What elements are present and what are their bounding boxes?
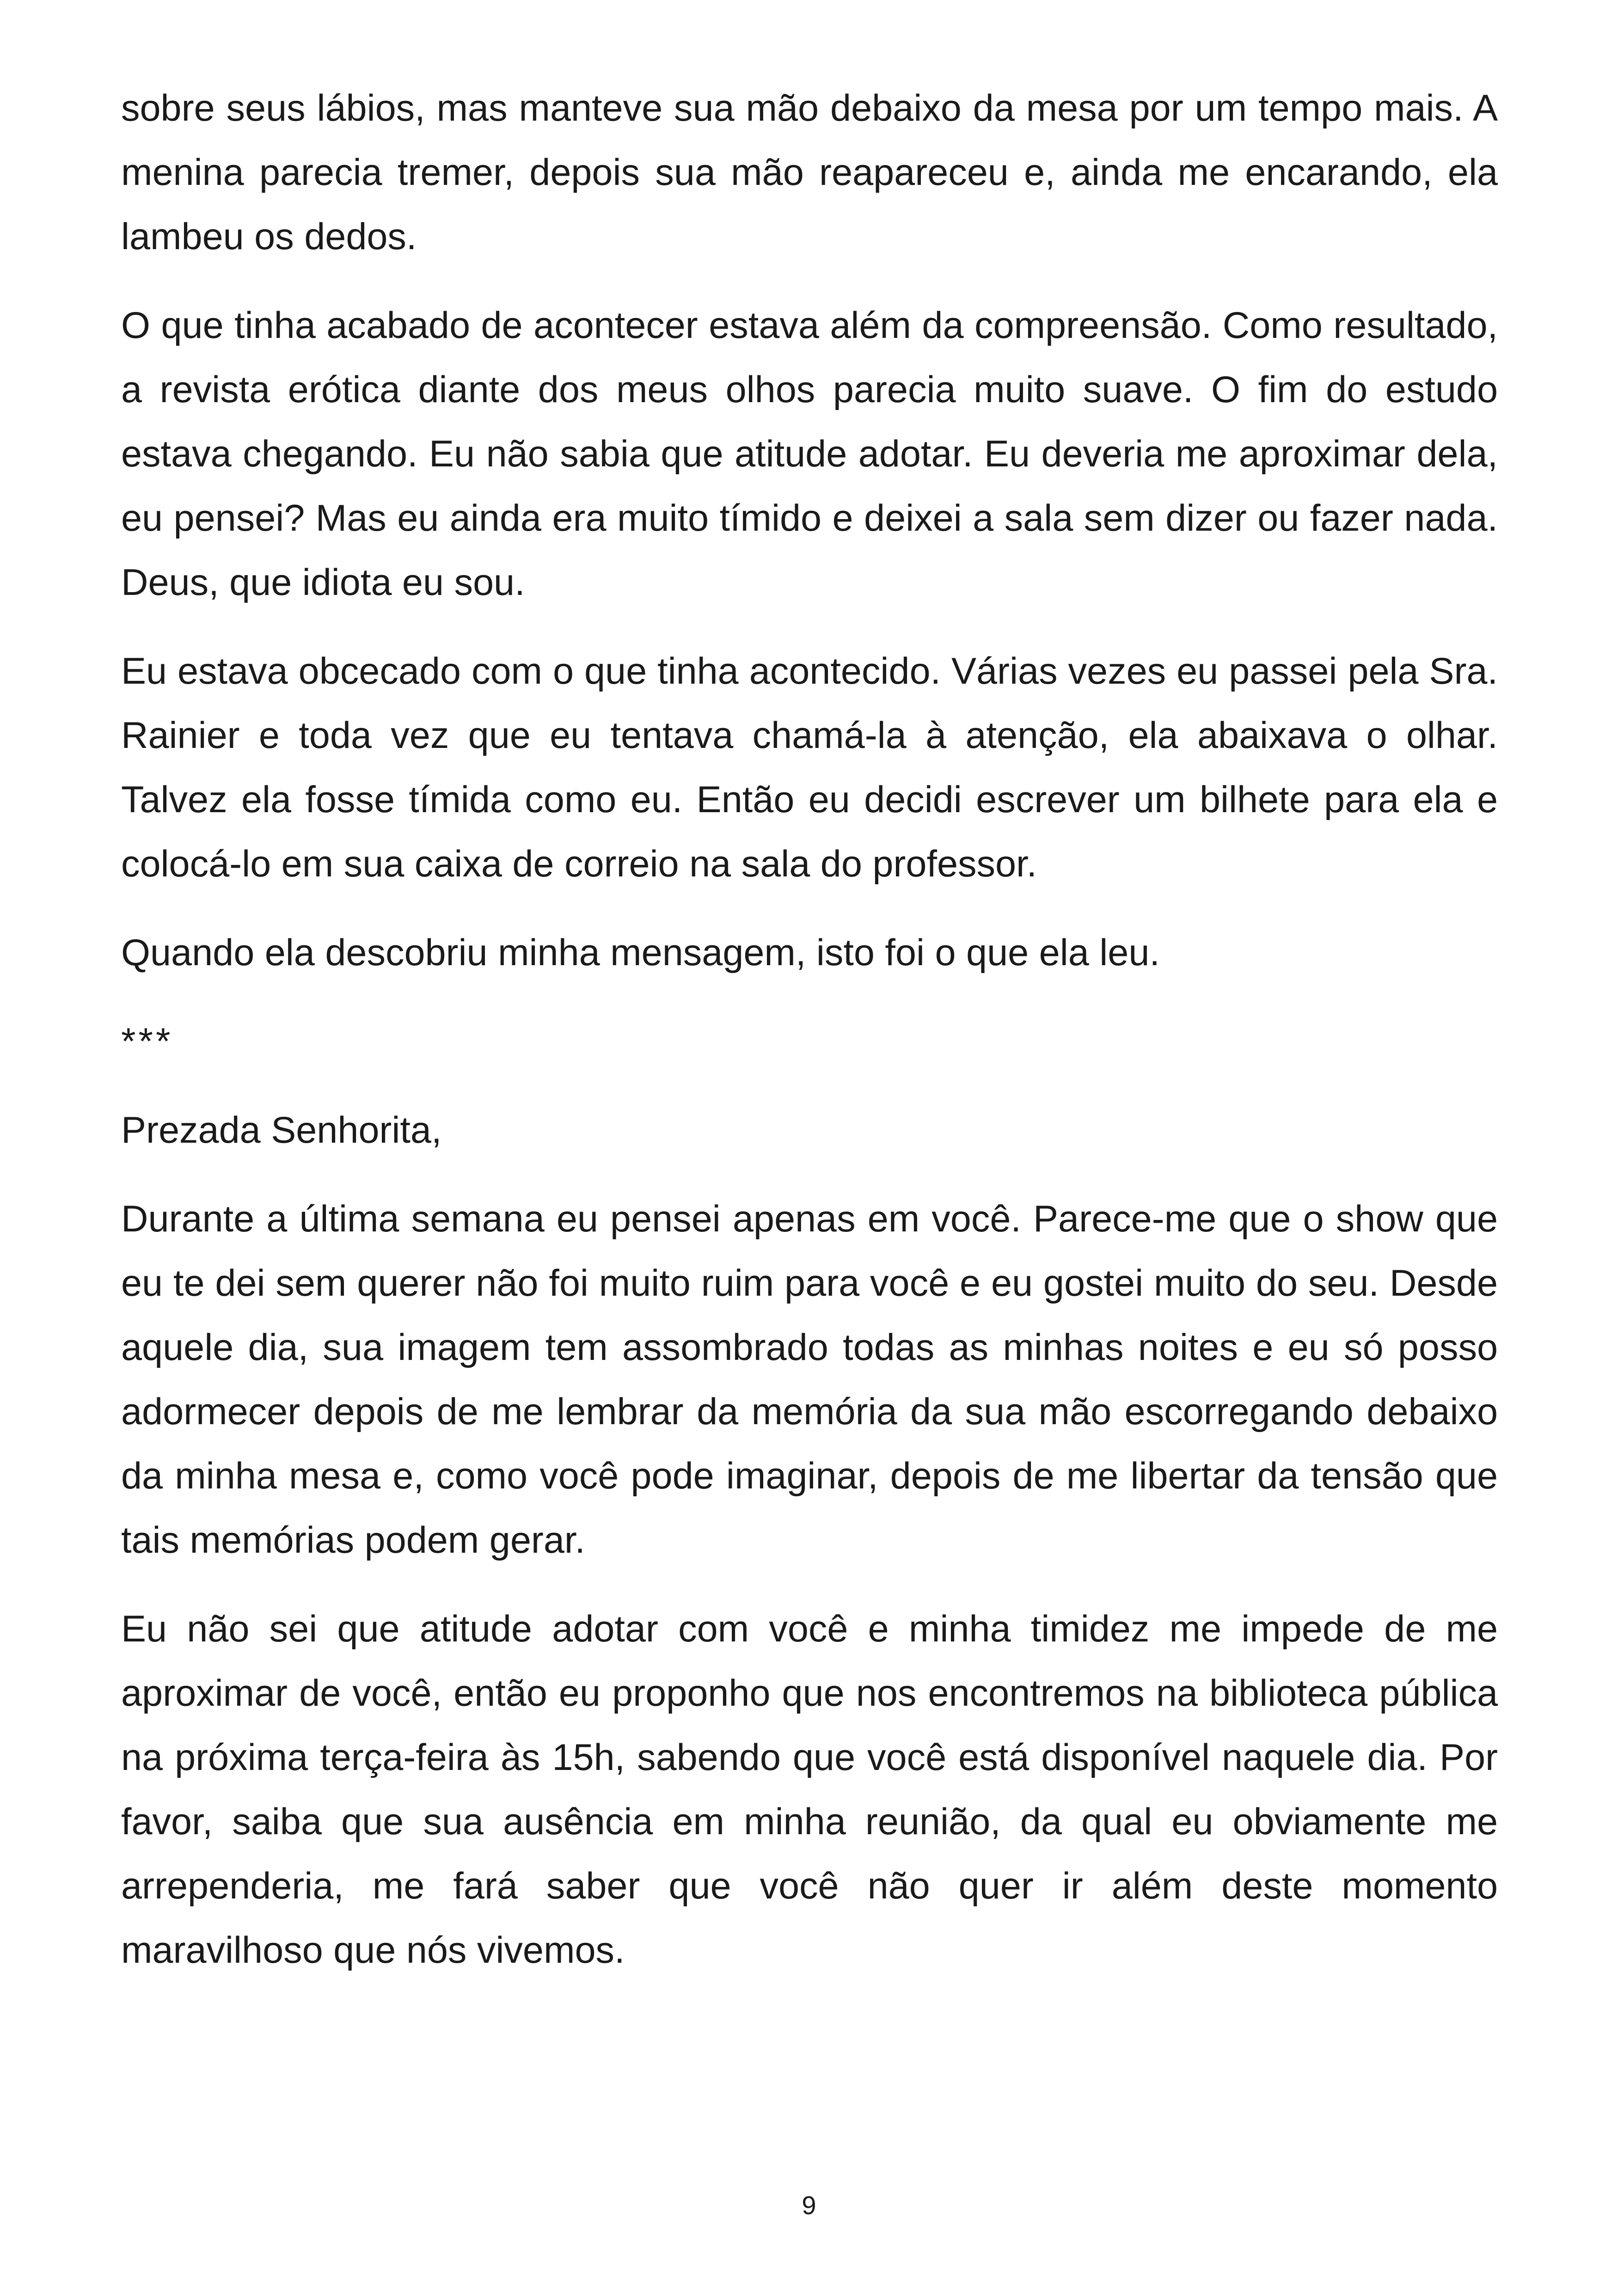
letter-paragraph-1: Durante a última semana eu pensei apenas em você. Parece-me que o show que eu te dei sem querer não foi muito ruim para você e eu gostei muito do seu. Desde aquele dia, sua imagem tem assombrado todas as minhas noites e eu só posso adormecer depois de me lembrar da memória da sua mão escorregando debaixo da minha mesa e, como você pode imaginar, depois de me libertar da tensão que tais memórias podem gerar. [121, 1198, 1498, 1561]
paragraph-message-intro: Quando ela descobriu minha mensagem, isto foi o que ela leu. [121, 932, 1160, 974]
letter-paragraph-2: Eu não sei que atitude adotar com você e minha timidez me impede de me aproximar de você, então eu proponho que nos encontremos na biblioteca pública na próxima terça-feira às 15h, sabendo que você está disponível naquele dia. Por favor, saiba que sua ausência em minha reunião, da qual eu obviamente me arrependeria, me fará saber que você não quer ir além deste momento maravilhoso que nós vivemos. [121, 1608, 1498, 1971]
letter-salutation: Prezada Senhorita, [121, 1109, 442, 1151]
paragraph-obsession: Eu estava obcecado com o que tinha acontecido. Várias vezes eu passei pela Sra. Rainier e toda vez que eu tentava chamá-la à atenção, ela abaixava o olhar. Talvez ela fosse tímida como eu. Então eu decidi escrever um bilhete para ela e colocá-lo em sua caixa de correio na sala do professor. [121, 650, 1498, 885]
page-body-text [121, 76, 1498, 2007]
page-number: 9 [802, 2191, 816, 2220]
paragraph-reflection: O que tinha acabado de acontecer estava além da compreensão. Como resultado, a revista erótica diante dos meus olhos parecia muito suave. O fim do estudo estava chegando. Eu não sabia que atitude adotar. Eu deveria me aproximar dela, eu pensei? Mas eu ainda era muito tímido e deixei a sala sem dizer ou fazer nada. Deus, que idiota eu sou. [121, 305, 1498, 603]
paragraph-continuation: sobre seus lábios, mas manteve sua mão debaixo da mesa por um tempo mais. A menina parecia tremer, depois sua mão reapareceu e, ainda me encarando, ela lambeu os dedos. [121, 87, 1498, 257]
section-separator: *** [121, 1021, 173, 1062]
